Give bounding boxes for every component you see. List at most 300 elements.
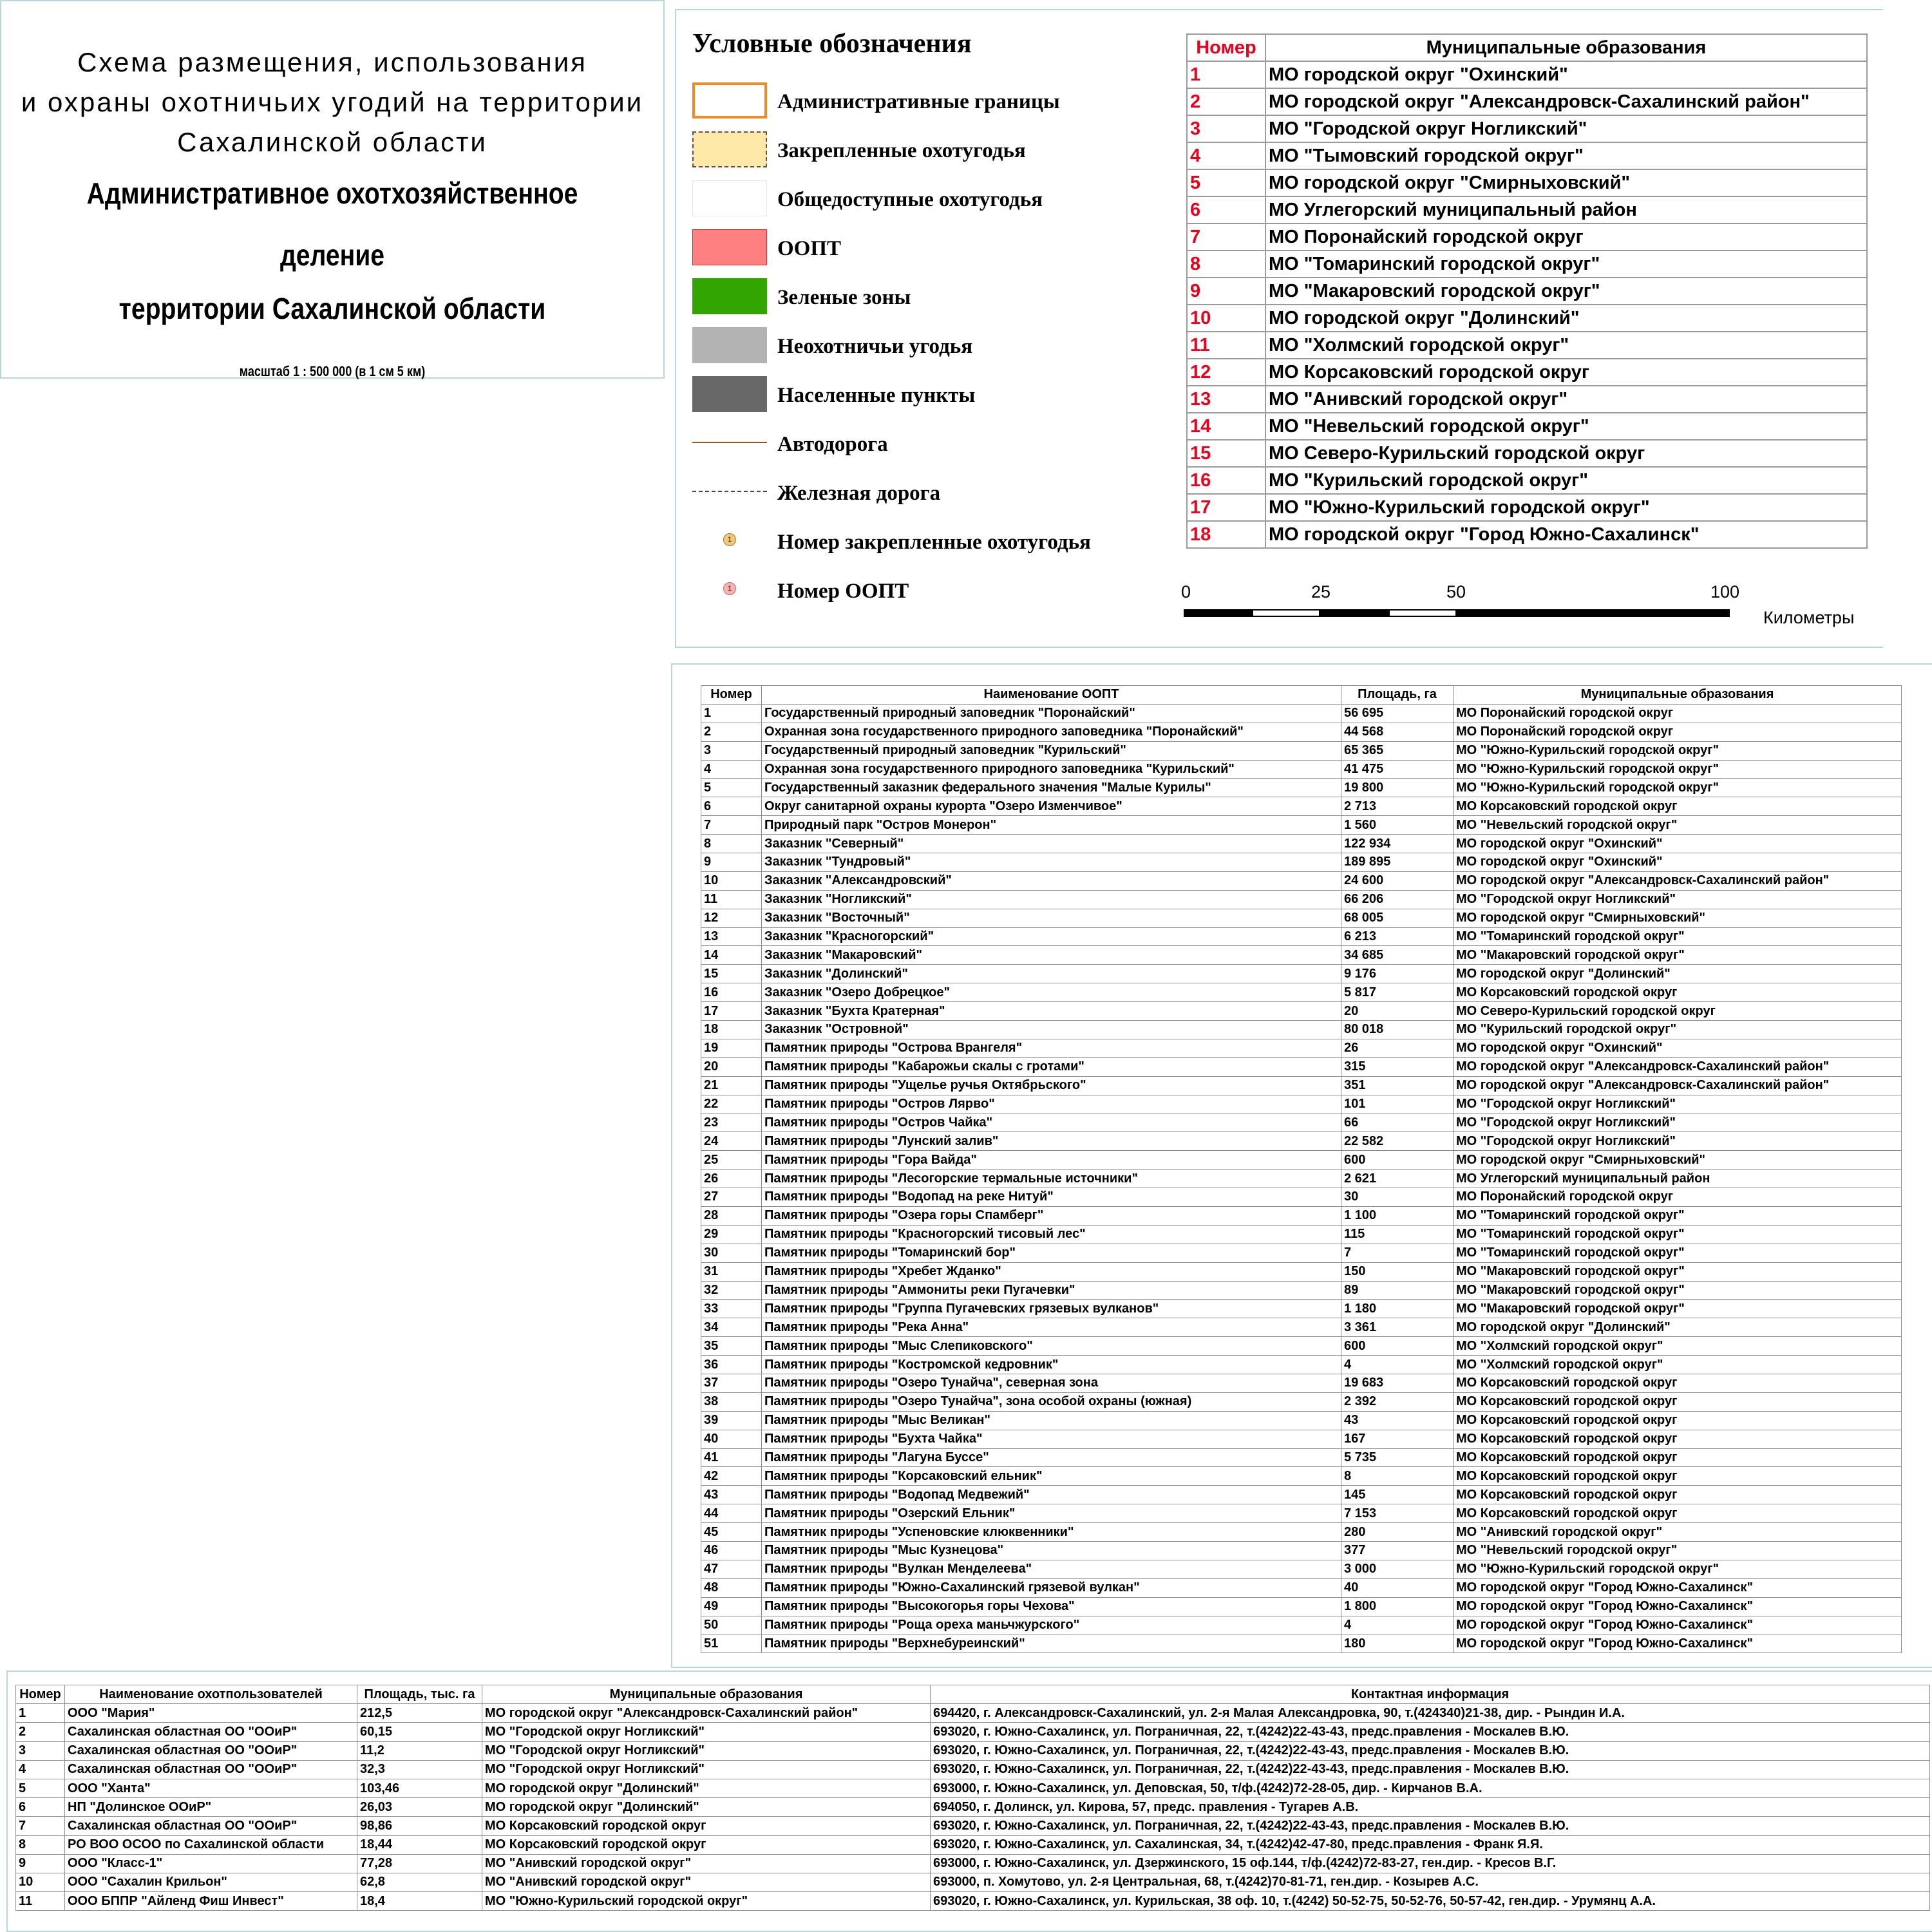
oopt-municipality: МО городской округ "Охинский" (1454, 835, 1902, 853)
user-contact: 693020, г. Южно-Сахалинск, ул. Сахалинская, 34, т.(4242)42-47-80, предс.правления - Франк Я.Я. (931, 1835, 1930, 1854)
legend-label: Административные границы (777, 90, 1060, 113)
oopt-municipality: МО городской округ "Охинский" (1454, 1039, 1902, 1057)
scale-unit: Километры (1763, 608, 1855, 627)
user-number: 7 (16, 1817, 65, 1835)
oopt-number: 6 (701, 797, 762, 816)
oopt-name: Заказник "Тундровый" (762, 853, 1341, 872)
oopt-name: Заказник "Красногорский" (762, 927, 1341, 946)
oopt-municipality: МО Корсаковский городской округ (1454, 1430, 1902, 1448)
oopt-number: 49 (701, 1597, 762, 1616)
legend-label: Номер закрепленные охотугодья (777, 531, 1091, 554)
table-row (701, 1634, 1902, 1653)
oopt-municipality: МО "Томаринский городской округ" (1454, 1244, 1902, 1262)
table-row (701, 1262, 1902, 1281)
table-row (701, 1467, 1902, 1486)
oopt-area: 41 475 (1341, 760, 1454, 779)
municipality-name: МО "Южно-Курильский городской округ" (1265, 494, 1867, 521)
user-area: 11,2 (357, 1741, 482, 1760)
oopt-number: 17 (701, 1002, 762, 1021)
legend-panel (675, 9, 1883, 648)
table-row (16, 1854, 1930, 1873)
table-row (1187, 278, 1867, 305)
user-number: 9 (16, 1854, 65, 1873)
municipality-name: МО Северо-Курильский городской округ (1265, 440, 1867, 467)
table-row (701, 853, 1902, 872)
oopt-municipality: МО "Холмский городской округ" (1454, 1356, 1902, 1374)
table-row (1187, 61, 1867, 88)
header-municipality: Муниципальные образования (1265, 34, 1867, 61)
table-row (16, 1704, 1930, 1723)
oopt-name: Заказник "Макаровский" (762, 946, 1341, 965)
user-name: РО ВОО ОСОО по Сахалинской области (65, 1835, 357, 1854)
table-row (701, 1002, 1902, 1021)
header-municipality: Муниципальные образования (482, 1685, 931, 1704)
municipality-name: МО "Городской округ Ногликский" (1265, 115, 1867, 142)
scale-segment (1457, 609, 1730, 617)
oopt-area: 8 (1341, 1467, 1454, 1486)
scale-segment (1320, 609, 1388, 617)
oopt-municipality: МО Корсаковский городской округ (1454, 1411, 1902, 1430)
oopt-number: 48 (701, 1578, 762, 1597)
oopt-panel (671, 663, 1932, 1668)
oopt-municipality: МО городской округ "Город Южно-Сахалинск" (1454, 1597, 1902, 1616)
scale-bar (1181, 582, 1860, 634)
table-row (701, 1225, 1902, 1244)
municipality-name: МО "Невельский городской округ" (1265, 413, 1867, 440)
oopt-municipality: МО "Томаринский городской округ" (1454, 1225, 1902, 1244)
header-number: Номер (701, 686, 762, 705)
map-scale-text: масштаб 1 : 500 000 (в 1 см 5 км) (239, 363, 426, 379)
table-row (701, 723, 1902, 741)
user-name: ООО "Ханта" (65, 1779, 357, 1797)
municipality-name: МО Поронайский городской округ (1265, 223, 1867, 251)
header-area: Площадь, тыс. га (357, 1685, 482, 1704)
legend-label: Населенные пункты (777, 384, 976, 407)
oopt-name: Памятник природы "Мыс Великан" (762, 1411, 1341, 1430)
oopt-municipality: МО "Городской округ Ногликский" (1454, 1095, 1902, 1113)
table-row (701, 1076, 1902, 1095)
table-row (701, 927, 1902, 946)
table-row (701, 1486, 1902, 1504)
oopt-name: Государственный природный заповедник "Курильский" (762, 741, 1341, 760)
table-row (1187, 196, 1867, 223)
table-row (701, 1356, 1902, 1374)
municipality-number: 11 (1187, 332, 1265, 359)
municipality-name: МО городской округ "Александровск-Сахалинский район" (1265, 88, 1867, 115)
municipality-name: МО "Макаровский городской округ" (1265, 278, 1867, 305)
oopt-municipality: МО "Южно-Курильский городской округ" (1454, 741, 1902, 760)
oopt-number: 34 (701, 1318, 762, 1337)
user-contact: 693020, г. Южно-Сахалинск, ул. Пограничная, 22, т.(4242)22-43-43, предс.правления - Москалев В.Ю. (931, 1741, 1930, 1760)
oopt-area: 1 560 (1341, 816, 1454, 835)
oopt-area: 600 (1341, 1151, 1454, 1170)
table-row (701, 1448, 1902, 1467)
user-contact: 693000, п. Хомутово, ул. 2-я Центральная, 68, т.(4242)70-81-71, ген.дир. - Козырев А.С. (931, 1873, 1930, 1891)
oopt-area: 122 934 (1341, 835, 1454, 853)
user-number: 4 (16, 1760, 65, 1779)
oopt-name: Заказник "Долинский" (762, 965, 1341, 983)
user-number: 2 (16, 1723, 65, 1741)
oopt-municipality: МО "Городской округ Ногликский" (1454, 1113, 1902, 1132)
oopt-area: 180 (1341, 1634, 1454, 1653)
user-number: 11 (16, 1892, 65, 1911)
table-row (1187, 494, 1867, 521)
table-row (701, 1392, 1902, 1411)
oopt-number: 44 (701, 1504, 762, 1523)
oopt-number: 29 (701, 1225, 762, 1244)
oopt-number: 11 (701, 890, 762, 909)
table-row (701, 835, 1902, 853)
oopt-area: 7 (1341, 1244, 1454, 1262)
municipality-number: 13 (1187, 386, 1265, 413)
scale-tick-25: 25 (1311, 582, 1331, 601)
oopt-number: 32 (701, 1281, 762, 1300)
table-row (1187, 521, 1867, 548)
table-row (1187, 332, 1867, 359)
table-row (701, 946, 1902, 965)
title-line-3: Сахалинской области (177, 127, 488, 157)
oopt-area: 351 (1341, 1076, 1454, 1095)
table-row (701, 704, 1902, 723)
table-row (701, 965, 1902, 983)
oopt-name: Памятник природы "Река Анна" (762, 1318, 1341, 1337)
oopt-number: 18 (701, 1021, 762, 1039)
oopt-number: 28 (701, 1206, 762, 1225)
user-municipality: МО Корсаковский городской округ (482, 1835, 931, 1854)
oopt-number: 35 (701, 1337, 762, 1356)
table-row (1187, 223, 1867, 251)
oopt-number-marker-icon: 1 (723, 582, 736, 595)
oopt-swatch (692, 229, 767, 265)
oopt-area: 56 695 (1341, 704, 1454, 723)
municipality-number: 10 (1187, 305, 1265, 332)
oopt-name: Памятник природы "Озерский Ельник" (762, 1504, 1341, 1523)
user-area: 18,4 (357, 1892, 482, 1911)
municipality-number: 3 (1187, 115, 1265, 142)
oopt-number: 36 (701, 1356, 762, 1374)
scale-tick-100: 100 (1710, 582, 1740, 601)
oopt-municipality: МО Поронайский городской округ (1454, 704, 1902, 723)
legend-label: Номер ООПТ (777, 580, 909, 603)
municipality-name: МО городской округ "Долинский" (1265, 305, 1867, 332)
municipality-number: 4 (1187, 142, 1265, 169)
table-row (16, 1741, 1930, 1760)
oopt-number: 39 (701, 1411, 762, 1430)
legend-label: Общедоступные охотугодья (777, 188, 1043, 211)
oopt-municipality: МО "Южно-Курильский городской округ" (1454, 779, 1902, 797)
table-row (701, 909, 1902, 927)
oopt-municipality: МО "Южно-Курильский городской округ" (1454, 760, 1902, 779)
oopt-municipality: МО Корсаковский городской округ (1454, 1392, 1902, 1411)
oopt-name: Памятник природы "Водопад на реке Нитуй" (762, 1188, 1341, 1207)
oopt-name: Памятник природы "Роща ореха маньчжурского" (762, 1616, 1341, 1634)
user-area: 62,8 (357, 1873, 482, 1891)
oopt-area: 150 (1341, 1262, 1454, 1281)
oopt-number: 25 (701, 1151, 762, 1170)
oopt-area: 3 000 (1341, 1560, 1454, 1578)
user-contact: 694420, г. Александровск-Сахалинский, ул. 2-я Малая Александровка, 90, т.(424340)21-38, дир. - Рындин И.А. (931, 1704, 1930, 1723)
user-name: ООО "Мария" (65, 1704, 357, 1723)
oopt-area: 3 361 (1341, 1318, 1454, 1337)
fixed-grounds-swatch (692, 131, 767, 167)
user-area: 60,15 (357, 1723, 482, 1741)
oopt-number: 37 (701, 1374, 762, 1392)
oopt-municipality: МО Корсаковский городской округ (1454, 797, 1902, 816)
oopt-municipality: МО городской округ "Александровск-Сахалинский район" (1454, 871, 1902, 890)
oopt-municipality: МО Корсаковский городской округ (1454, 983, 1902, 1002)
scale-tick-0: 0 (1181, 582, 1191, 601)
oopt-number: 8 (701, 835, 762, 853)
oopt-area: 2 713 (1341, 797, 1454, 816)
oopt-number: 26 (701, 1170, 762, 1188)
oopt-area: 1 800 (1341, 1597, 1454, 1616)
header-contact: Контактная информация (931, 1685, 1930, 1704)
oopt-area: 26 (1341, 1039, 1454, 1057)
oopt-name: Памятник природы "Красногорский тисовый лес" (762, 1225, 1341, 1244)
oopt-number: 2 (701, 723, 762, 741)
oopt-number: 27 (701, 1188, 762, 1207)
oopt-number: 31 (701, 1262, 762, 1281)
oopt-number: 43 (701, 1486, 762, 1504)
green-zones-swatch (692, 278, 767, 314)
legend-label: Железная дорога (777, 482, 941, 505)
oopt-name: Государственный заказник федерального значения "Малые Курилы" (762, 779, 1341, 797)
table-row (701, 779, 1902, 797)
oopt-municipality: МО "Городской округ Ногликский" (1454, 1132, 1902, 1151)
municipality-name: МО "Анивский городской округ" (1265, 386, 1867, 413)
oopt-municipality: МО городской округ "Город Южно-Сахалинск" (1454, 1634, 1902, 1653)
oopt-area: 2 621 (1341, 1170, 1454, 1188)
oopt-area: 5 817 (1341, 983, 1454, 1002)
oopt-municipality: МО городской округ "Смирныховский" (1454, 909, 1902, 927)
nonhunting-swatch (692, 327, 767, 363)
legend-item-fixed-number (692, 519, 1169, 564)
table-row (701, 1281, 1902, 1300)
oopt-municipality: МО "Анивский городской округ" (1454, 1523, 1902, 1542)
oopt-number: 14 (701, 946, 762, 965)
table-row (701, 1523, 1902, 1542)
oopt-name: Памятник природы "Успеновские клюквенники" (762, 1523, 1341, 1542)
municipality-number: 14 (1187, 413, 1265, 440)
oopt-name: Памятник природы "Аммониты реки Пугачевки" (762, 1281, 1341, 1300)
oopt-area: 66 206 (1341, 890, 1454, 909)
user-number: 10 (16, 1873, 65, 1891)
legend-label: Неохотничьи угодья (777, 335, 973, 358)
title-line-1: Схема размещения, использования (77, 47, 587, 77)
oopt-table (701, 685, 1902, 1653)
oopt-area: 68 005 (1341, 909, 1454, 927)
user-municipality: МО "Южно-Курильский городской округ" (482, 1892, 931, 1911)
oopt-name: Памятник природы "Озера горы Спамберг" (762, 1206, 1341, 1225)
oopt-name: Памятник природы "Высокогорья горы Чехова" (762, 1597, 1341, 1616)
oopt-area: 115 (1341, 1225, 1454, 1244)
user-area: 26,03 (357, 1798, 482, 1817)
user-contact: 693000, г. Южно-Сахалинск, ул. Деповская, 50, т/ф.(4242)72-28-05, дир. - Кирчанов В.А. (931, 1779, 1930, 1797)
table-row (701, 890, 1902, 909)
municipality-number: 2 (1187, 88, 1265, 115)
user-contact: 693020, г. Южно-Сахалинск, ул. Пограничная, 22, т.(4242)22-43-43, предс.правления - Москалев В.Ю. (931, 1760, 1930, 1779)
oopt-area: 80 018 (1341, 1021, 1454, 1039)
legend-item-admin-borders (692, 79, 1169, 124)
oopt-name: Памятник природы "Острова Врангеля" (762, 1039, 1341, 1057)
municipality-number: 7 (1187, 223, 1265, 251)
user-municipality: МО городской округ "Александровск-Сахалинский район" (482, 1704, 931, 1723)
table-row (701, 1244, 1902, 1262)
oopt-number: 33 (701, 1300, 762, 1318)
table-row (701, 1616, 1902, 1634)
table-row (1187, 413, 1867, 440)
oopt-name: Заказник "Бухта Кратерная" (762, 1002, 1341, 1021)
oopt-municipality: МО "Невельский городской округ" (1454, 1541, 1902, 1560)
oopt-name: Памятник природы "Остров Лярво" (762, 1095, 1341, 1113)
header-user-name: Наименование охотпользователей (65, 1685, 357, 1704)
oopt-area: 167 (1341, 1430, 1454, 1448)
user-name: Сахалинская областная ОО "ООиР" (65, 1723, 357, 1741)
settlements-swatch (692, 376, 767, 412)
municipality-number: 5 (1187, 169, 1265, 196)
oopt-municipality: МО городской округ "Александровск-Сахалинский район" (1454, 1057, 1902, 1076)
oopt-name: Памятник природы "Остров Чайка" (762, 1113, 1341, 1132)
municipality-name: МО городской округ "Город Южно-Сахалинск" (1265, 521, 1867, 548)
user-area: 212,5 (357, 1704, 482, 1723)
legend-item-oopt (692, 225, 1169, 270)
oopt-municipality: МО городской округ "Охинский" (1454, 853, 1902, 872)
oopt-number: 45 (701, 1523, 762, 1542)
oopt-area: 22 582 (1341, 1132, 1454, 1151)
header-number: Номер (1187, 34, 1265, 61)
municipality-number: 6 (1187, 196, 1265, 223)
header-area: Площадь, га (1341, 686, 1454, 705)
oopt-municipality: МО городской округ "Город Южно-Сахалинск" (1454, 1616, 1902, 1634)
oopt-area: 377 (1341, 1541, 1454, 1560)
table-row (701, 1597, 1902, 1616)
header-number: Номер (16, 1685, 65, 1704)
oopt-name: Памятник природы "Озеро Тунайча", зона особой охраны (южная) (762, 1392, 1341, 1411)
oopt-name: Заказник "Островной" (762, 1021, 1341, 1039)
table-row (701, 1578, 1902, 1597)
oopt-name: Памятник природы "Лесогорские термальные источники" (762, 1170, 1341, 1188)
oopt-area: 65 365 (1341, 741, 1454, 760)
oopt-name: Памятник природы "Группа Пугачевских грязевых вулканов" (762, 1300, 1341, 1318)
oopt-municipality: МО городской округ "Долинский" (1454, 1318, 1902, 1337)
oopt-name: Государственный природный заповедник "Поронайский" (762, 704, 1341, 723)
table-row (701, 1337, 1902, 1356)
user-municipality: МО "Городской округ Ногликский" (482, 1723, 931, 1741)
municipality-number: 8 (1187, 251, 1265, 278)
legend-label: Зеленые зоны (777, 286, 911, 309)
table-row (1187, 142, 1867, 169)
table-row (701, 1430, 1902, 1448)
oopt-area: 6 213 (1341, 927, 1454, 946)
oopt-area: 43 (1341, 1411, 1454, 1430)
oopt-area: 34 685 (1341, 946, 1454, 965)
oopt-name: Округ санитарной охраны курорта "Озеро Изменчивое" (762, 797, 1341, 816)
admin-border-swatch (692, 82, 767, 118)
oopt-area: 89 (1341, 1281, 1454, 1300)
table-row (16, 1760, 1930, 1779)
oopt-name: Памятник природы "Водопад Медвежий" (762, 1486, 1341, 1504)
road-line-swatch (692, 442, 767, 443)
header-municipality: Муниципальные образования (1454, 686, 1902, 705)
user-area: 32,3 (357, 1760, 482, 1779)
user-area: 77,28 (357, 1854, 482, 1873)
oopt-area: 600 (1341, 1337, 1454, 1356)
oopt-number: 9 (701, 853, 762, 872)
scale-segment (1388, 609, 1457, 617)
oopt-area: 315 (1341, 1057, 1454, 1076)
oopt-name: Заказник "Восточный" (762, 909, 1341, 927)
oopt-name: Памятник природы "Корсаковский ельник" (762, 1467, 1341, 1486)
oopt-municipality: МО Корсаковский городской округ (1454, 1504, 1902, 1523)
oopt-area: 1 100 (1341, 1206, 1454, 1225)
oopt-area: 1 180 (1341, 1300, 1454, 1318)
municipality-name: МО городской округ "Охинский" (1265, 61, 1867, 88)
hunting-users-table (15, 1685, 1930, 1911)
oopt-name: Памятник природы "Ущелье ручья Октябрьского" (762, 1076, 1341, 1095)
oopt-area: 9 176 (1341, 965, 1454, 983)
oopt-area: 280 (1341, 1523, 1454, 1542)
table-row (16, 1835, 1930, 1854)
municipal-table (1186, 33, 1868, 549)
table-row (701, 1188, 1902, 1207)
oopt-name: Памятник природы "Бухта Чайка" (762, 1430, 1341, 1448)
user-municipality: МО "Городской округ Ногликский" (482, 1741, 931, 1760)
table-row (701, 1151, 1902, 1170)
oopt-municipality: МО "Томаринский городской округ" (1454, 927, 1902, 946)
oopt-area: 24 600 (1341, 871, 1454, 890)
oopt-name: Памятник природы "Томаринский бор" (762, 1244, 1341, 1262)
oopt-municipality: МО Углегорский муниципальный район (1454, 1170, 1902, 1188)
table-row (701, 1021, 1902, 1039)
user-area: 18,44 (357, 1835, 482, 1854)
header-oopt-name: Наименование ООПТ (762, 686, 1341, 705)
oopt-area: 40 (1341, 1578, 1454, 1597)
oopt-name: Памятник природы "Хребет Жданко" (762, 1262, 1341, 1281)
scale-segment (1184, 609, 1252, 617)
legend-item-public-grounds (692, 176, 1169, 222)
oopt-area: 66 (1341, 1113, 1454, 1132)
user-municipality: МО Корсаковский городской округ (482, 1817, 931, 1835)
oopt-municipality: МО "Томаринский городской округ" (1454, 1206, 1902, 1225)
oopt-municipality: МО "Макаровский городской округ" (1454, 946, 1902, 965)
legend-item-railway (692, 470, 1169, 515)
user-number: 6 (16, 1798, 65, 1817)
user-municipality: МО городской округ "Долинский" (482, 1798, 931, 1817)
table-row (16, 1817, 1930, 1835)
legend-item-settlements (692, 372, 1169, 417)
table-row (16, 1798, 1930, 1817)
user-name: ООО "Класс-1" (65, 1854, 357, 1873)
user-contact: 693020, г. Южно-Сахалинск, ул. Пограничная, 22, т.(4242)22-43-43, предс.правления - Москалев В.Ю. (931, 1817, 1930, 1835)
oopt-name: Заказник "Северный" (762, 835, 1341, 853)
oopt-number: 4 (701, 760, 762, 779)
oopt-area: 145 (1341, 1486, 1454, 1504)
title-line-2: и охраны охотничьих угодий на территории (21, 87, 644, 117)
municipality-number: 17 (1187, 494, 1265, 521)
table-row (701, 1504, 1902, 1523)
municipality-name: МО Корсаковский городской округ (1265, 359, 1867, 386)
user-contact: 693020, г. Южно-Сахалинск, ул. Пограничная, 22, т.(4242)22-43-43, предс.правления - Москалев В.Ю. (931, 1723, 1930, 1741)
oopt-municipality: МО "Южно-Курильский городской округ" (1454, 1560, 1902, 1578)
oopt-number: 3 (701, 741, 762, 760)
table-row (701, 1039, 1902, 1057)
railway-line-swatch (692, 491, 767, 493)
oopt-number: 13 (701, 927, 762, 946)
public-grounds-swatch (692, 180, 767, 216)
legend-item-oopt-number (692, 568, 1169, 613)
table-row (1187, 115, 1867, 142)
table-row (701, 1095, 1902, 1113)
